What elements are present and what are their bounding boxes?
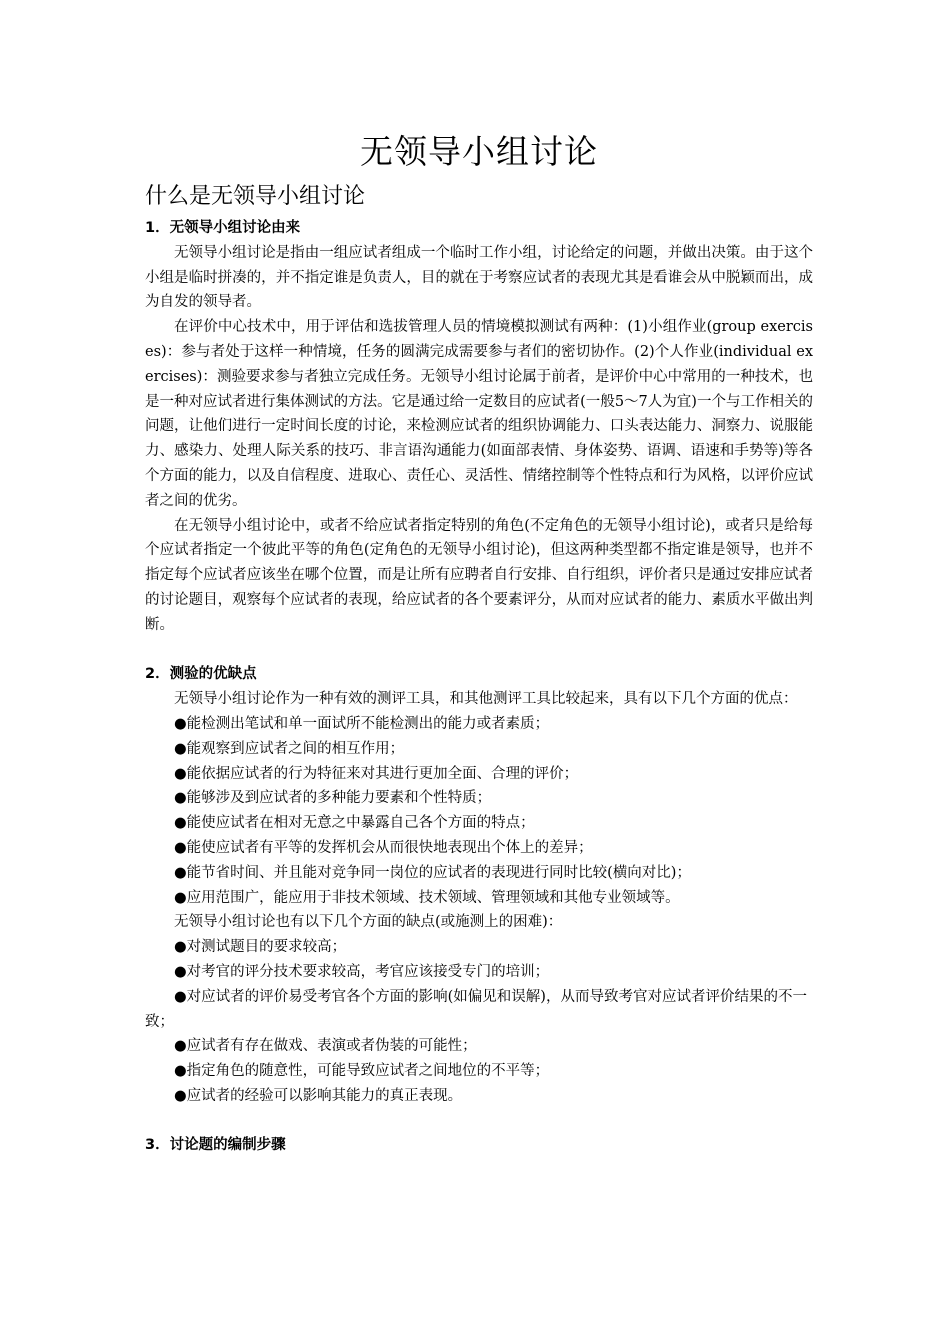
paragraph: 在无领导小组讨论中，或者不给应试者指定特别的角色(不定角色的无领导小组讨论)，或者只是给每个应试者指定一个彼此平等的角色(定角色的无领导小组讨论)，但这两种类型都不指定谁是领导，也并不指定每个应试者应该坐在哪个位置，而是让所有应聘者自行安排、自行组织，评价者只是通过安排应试者的讨论题目，观察每个应试者的表现，给应试者的各个要素评分，从而对应试者的能力、素质水平做出判断。: [145, 517, 813, 633]
paragraph: 无领导小组讨论也有以下几个方面的缺点(或施测上的困难)：: [174, 914, 563, 931]
list-item: ●能使应试者有平等的发挥机会从而很快地表现出个体上的差异；: [174, 839, 593, 856]
list-item: ●应用范围广，能应用于非技术领域、技术领域、管理领域和其他专业领域等。: [174, 889, 680, 906]
list-item: ●能检测出笔试和单一面试所不能检测出的能力或者素质；: [174, 715, 550, 732]
list-item: ●对应试者的评价易受考官各个方面的影响(如偏见和误解)，从而导致考官对应试者评价结果的不一致；: [145, 988, 807, 1030]
section-pros-cons: [145, 662, 813, 1108]
section-heading: 2．测验的优缺点: [145, 666, 257, 683]
advantages-list: [145, 712, 813, 910]
list-item: ●能依据应试者的行为特征来对其进行更加全面、合理的评价；: [174, 765, 579, 782]
section-heading: 1．无领导小组讨论由来: [145, 220, 301, 236]
list-item: ●对测试题目的要求较高；: [174, 939, 347, 956]
section-question-design: [145, 1133, 813, 1158]
disadvantages-list: [145, 935, 813, 1109]
list-item: ●能观察到应试者之间的相互作用；: [174, 740, 405, 757]
list-item: ●指定角色的随意性，可能导致应试者之间地位的不平等；: [174, 1063, 550, 1080]
document-page: [145, 128, 813, 1158]
blank-line: [145, 1109, 813, 1134]
paragraph: 在评价中心技术中，用于评估和选拔管理人员的情境模拟测试有两种：(1)小组作业(group exercises)：参与者处于这样一种情境，任务的圆满完成需要参与者们的密切协作。(2)个人作业(individual exercises)：测验要求参与者独立完成任务。无领导小组讨论属于前者，是评价中心中常用的一种技术，也是一种对应试者进行集体测试的方法。它是通过给一定数目的应试者(一般5～7人为宜)一个与工作相关的问题，让他们进行一定时间长度的讨论，来检测应试者的组织协调能力、口头表达能力、洞察力、说服能力、感染力、处理人际关系的技巧、非言语沟通能力(如面部表情、身体姿势、语调、语速和手势等)等各个方面的能力，以及自信程度、进取心、责任心、灵活性、情绪控制等个性特点和行为风格，以评价应试者之间的优劣。: [145, 319, 813, 509]
document-subtitle: 什么是无领导小组讨论: [145, 184, 366, 209]
paragraph: 无领导小组讨论作为一种有效的测评工具，和其他测评工具比较起来，具有以下几个方面的优点：: [174, 691, 798, 708]
list-item: ●应试者的经验可以影响其能力的真正表现。: [174, 1087, 463, 1104]
list-item: ●能节省时间、并且能对竞争同一岗位的应试者的表现进行同时比较(横向对比)；: [174, 864, 691, 881]
blank-line: [145, 638, 813, 663]
list-item: ●能够涉及到应试者的多种能力要素和个性特质；: [174, 790, 492, 807]
section-heading: 3．讨论题的编制步骤: [145, 1137, 286, 1154]
document-title: 无领导小组讨论: [360, 132, 598, 171]
section-origin: [145, 216, 813, 638]
paragraph: 无领导小组讨论是指由一组应试者组成一个临时工作小组，讨论给定的问题，并做出决策。由于这个小组是临时拼凑的，并不指定谁是负责人，目的就在于考察应试者的表现尤其是看谁会从中脱颖而出，成为自发的领导者。: [145, 244, 813, 311]
list-item: ●能使应试者在相对无意之中暴露自己各个方面的特点；: [174, 815, 535, 832]
list-item: ●对考官的评分技术要求较高，考官应该接受专门的培训；: [174, 963, 550, 980]
list-item: ●应试者有存在做戏、表演或者伪装的可能性；: [174, 1038, 477, 1055]
